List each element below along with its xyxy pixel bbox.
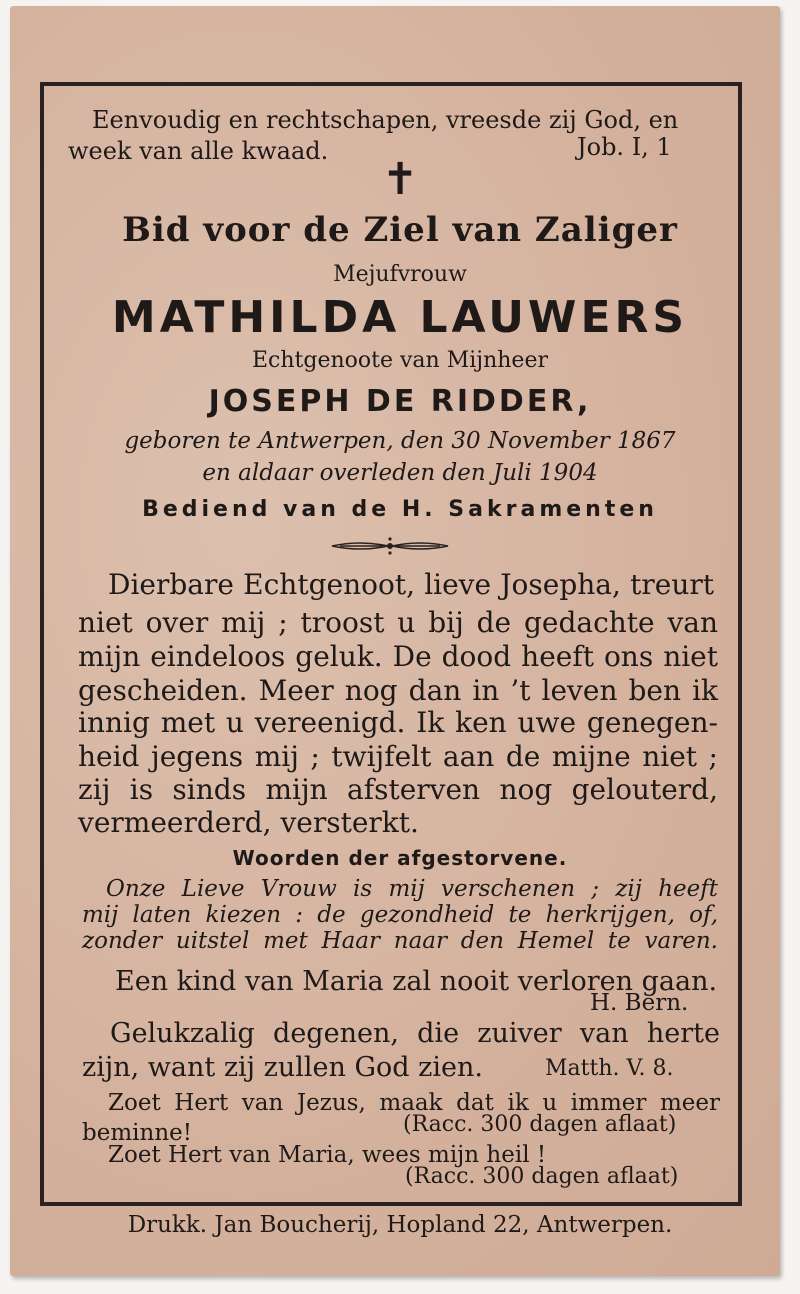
quote-2-line-2: zijn, want zij zullen God zien. [82, 1052, 483, 1083]
prayer-2-line-1: Zoet Hert van Maria, wees mijn heil ! [108, 1142, 547, 1168]
words-line: mij laten kiezen : de gezondheid te herkrijgen, of, [82, 902, 718, 928]
message-line: vermeerderd, versterkt. [78, 806, 419, 839]
epigraph-reference: Job. I, 1 [577, 133, 672, 161]
prayer-1-line-2: beminne! [82, 1120, 192, 1146]
ornament-divider-icon [330, 536, 450, 556]
printer-imprint: Drukk. Jan Boucherij, Hopland 22, Antwerpen. [127, 1212, 673, 1238]
sacraments-line: Bediend van de H. Sakramenten [142, 497, 658, 522]
message-line: mijn eindeloos geluk. De dood heeft ons niet [78, 640, 718, 673]
words-line: zonder uitstel met Haar naar den Hemel te varen. [82, 928, 718, 954]
prayer-heading: Bid voor de Ziel van Zaliger [122, 210, 678, 250]
prayer-1-indulgence: (Racc. 300 dagen aflaat) [403, 1112, 677, 1137]
epigraph-line-1: Eenvoudig en rechtschapen, vreesde zij God, en [92, 106, 679, 134]
message-line: Dierbare Echtgenoot, lieve Josepha, treurt [108, 568, 714, 601]
message-line: zij is sinds mijn afsterven nog gelouterd, [78, 773, 718, 806]
epigraph-line-2: week van alle kwaad. [68, 137, 329, 165]
prayer-1-line-1: Zoet Hert van Jezus, maak dat ik u immer meer [108, 1090, 720, 1116]
deceased-title: Mejufvrouw [333, 262, 467, 287]
death-line: en aldaar overleden den Juli 1904 [202, 460, 598, 486]
message-line: heid jegens mij ; twijfelt aan de mijne niet ; [78, 740, 718, 773]
quote-2-line-1: Gelukzalig degenen, die zuiver van herte [110, 1018, 720, 1049]
deceased-name: MATHILDA LAUWERS [111, 292, 689, 343]
quote-2-source: Matth. V. 8. [545, 1056, 674, 1081]
cross-icon: ✝ [381, 154, 419, 205]
message-line: niet over mij ; troost u bij de gedachte van [78, 606, 718, 639]
message-line: innig met u vereenigd. Ik ken uwe genegen- [78, 706, 718, 739]
quote-1-text: Een kind van Maria zal nooit verloren gaan. [115, 966, 718, 997]
words-line: Onze Lieve Vrouw is mij verschenen ; zij heeft [106, 876, 718, 902]
words-heading: Woorden der afgestorvene. [232, 846, 568, 870]
prayer-2-indulgence: (Racc. 300 dagen aflaat) [405, 1164, 679, 1189]
birth-line: geboren te Antwerpen, den 30 November 1867 [124, 428, 676, 454]
message-line: gescheiden. Meer nog dan in ’t leven ben ik [78, 674, 718, 707]
quote-1-source: H. Bern. [590, 990, 689, 1016]
spouse-name: JOSEPH DE RIDDER, [208, 384, 592, 419]
spouse-intro: Echtgenoote van Mijnheer [252, 348, 548, 373]
